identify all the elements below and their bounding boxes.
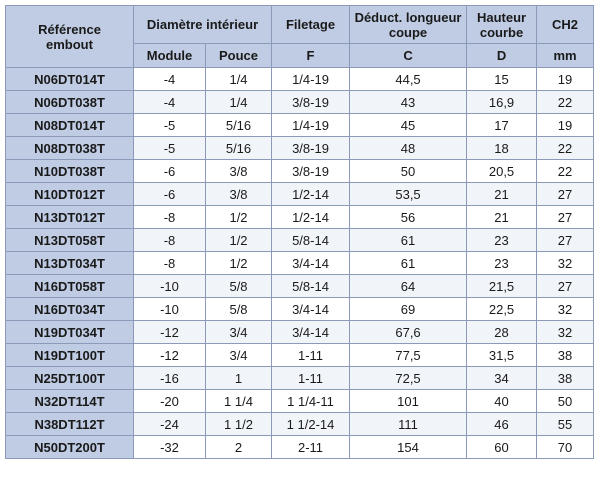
column-header-ch2: CH2 bbox=[537, 6, 594, 44]
cell-bend-height: 21 bbox=[467, 206, 537, 229]
cell-ch2: 22 bbox=[537, 160, 594, 183]
cell-bend-height: 40 bbox=[467, 390, 537, 413]
cell-bend-height: 17 bbox=[467, 114, 537, 137]
cell-thread: 1-11 bbox=[272, 344, 350, 367]
table-row bbox=[6, 160, 594, 183]
column-header-cut-length-unit: C bbox=[350, 44, 467, 68]
cell-module: -12 bbox=[134, 321, 206, 344]
cell-bend-height: 18 bbox=[467, 137, 537, 160]
cell-ch2: 32 bbox=[537, 252, 594, 275]
column-header-thread: Filetage bbox=[272, 6, 350, 44]
cell-module: -5 bbox=[134, 137, 206, 160]
cell-thread: 1-11 bbox=[272, 367, 350, 390]
cell-reference: N08DT038T bbox=[6, 137, 134, 160]
cell-ch2: 19 bbox=[537, 114, 594, 137]
cell-reference: N16DT034T bbox=[6, 298, 134, 321]
cell-reference: N19DT100T bbox=[6, 344, 134, 367]
cell-module: -16 bbox=[134, 367, 206, 390]
table-row bbox=[6, 344, 594, 367]
cell-inch: 1/4 bbox=[206, 91, 272, 114]
cell-bend-height: 23 bbox=[467, 229, 537, 252]
cell-reference: N38DT112T bbox=[6, 413, 134, 436]
cell-cut-length: 64 bbox=[350, 275, 467, 298]
cell-thread: 1/2-14 bbox=[272, 183, 350, 206]
cell-cut-length: 154 bbox=[350, 436, 467, 459]
cell-thread: 1 1/2-14 bbox=[272, 413, 350, 436]
table-row bbox=[6, 206, 594, 229]
cell-ch2: 22 bbox=[537, 137, 594, 160]
table-row bbox=[6, 114, 594, 137]
cell-ch2: 27 bbox=[537, 275, 594, 298]
cell-ch2: 38 bbox=[537, 344, 594, 367]
cell-bend-height: 22,5 bbox=[467, 298, 537, 321]
column-header-bend-height-unit: D bbox=[467, 44, 537, 68]
cell-cut-length: 67,6 bbox=[350, 321, 467, 344]
cell-ch2: 22 bbox=[537, 91, 594, 114]
cell-cut-length: 56 bbox=[350, 206, 467, 229]
table-body bbox=[6, 68, 594, 459]
cell-inch: 1 1/4 bbox=[206, 390, 272, 413]
column-header-bend-height: Hauteur courbe bbox=[467, 6, 537, 44]
cell-thread: 3/4-14 bbox=[272, 298, 350, 321]
cell-ch2: 32 bbox=[537, 298, 594, 321]
cell-ch2: 32 bbox=[537, 321, 594, 344]
cell-reference: N32DT114T bbox=[6, 390, 134, 413]
cell-inch: 1/2 bbox=[206, 229, 272, 252]
cell-ch2: 27 bbox=[537, 229, 594, 252]
cell-cut-length: 48 bbox=[350, 137, 467, 160]
cell-ch2: 38 bbox=[537, 367, 594, 390]
cell-bend-height: 60 bbox=[467, 436, 537, 459]
cell-thread: 2-11 bbox=[272, 436, 350, 459]
table-row bbox=[6, 68, 594, 91]
table-row bbox=[6, 137, 594, 160]
column-header-inner-diameter: Diamètre intérieur bbox=[134, 6, 272, 44]
table-row bbox=[6, 91, 594, 114]
cell-module: -4 bbox=[134, 91, 206, 114]
cell-inch: 1/2 bbox=[206, 252, 272, 275]
cell-module: -6 bbox=[134, 160, 206, 183]
table-row bbox=[6, 229, 594, 252]
cell-cut-length: 44,5 bbox=[350, 68, 467, 91]
cell-reference: N08DT014T bbox=[6, 114, 134, 137]
table-row bbox=[6, 298, 594, 321]
cell-bend-height: 16,9 bbox=[467, 91, 537, 114]
cell-bend-height: 34 bbox=[467, 367, 537, 390]
cell-ch2: 55 bbox=[537, 413, 594, 436]
cell-thread: 1/4-19 bbox=[272, 114, 350, 137]
cell-ch2: 27 bbox=[537, 206, 594, 229]
table-row bbox=[6, 436, 594, 459]
cell-thread: 3/8-19 bbox=[272, 91, 350, 114]
spec-table-container bbox=[5, 5, 594, 459]
cell-thread: 1 1/4-11 bbox=[272, 390, 350, 413]
cell-inch: 1/2 bbox=[206, 206, 272, 229]
cell-reference: N19DT034T bbox=[6, 321, 134, 344]
cell-bend-height: 23 bbox=[467, 252, 537, 275]
cell-thread: 3/4-14 bbox=[272, 252, 350, 275]
table-row bbox=[6, 390, 594, 413]
cell-reference: N16DT058T bbox=[6, 275, 134, 298]
cell-module: -10 bbox=[134, 298, 206, 321]
cell-module: -8 bbox=[134, 229, 206, 252]
cell-module: -8 bbox=[134, 206, 206, 229]
cell-cut-length: 69 bbox=[350, 298, 467, 321]
cell-thread: 1/2-14 bbox=[272, 206, 350, 229]
column-header-module: Module bbox=[134, 44, 206, 68]
cell-inch: 3/8 bbox=[206, 183, 272, 206]
cell-ch2: 50 bbox=[537, 390, 594, 413]
hose-fitting-spec-table bbox=[5, 5, 594, 459]
cell-inch: 1/4 bbox=[206, 68, 272, 91]
cell-module: -32 bbox=[134, 436, 206, 459]
cell-thread: 3/8-19 bbox=[272, 160, 350, 183]
table-row bbox=[6, 275, 594, 298]
table-row bbox=[6, 321, 594, 344]
cell-reference: N13DT058T bbox=[6, 229, 134, 252]
cell-cut-length: 77,5 bbox=[350, 344, 467, 367]
cell-module: -6 bbox=[134, 183, 206, 206]
cell-cut-length: 53,5 bbox=[350, 183, 467, 206]
cell-ch2: 27 bbox=[537, 183, 594, 206]
cell-bend-height: 46 bbox=[467, 413, 537, 436]
cell-ch2: 70 bbox=[537, 436, 594, 459]
cell-cut-length: 61 bbox=[350, 229, 467, 252]
table-row bbox=[6, 183, 594, 206]
cell-cut-length: 111 bbox=[350, 413, 467, 436]
cell-thread: 3/8-19 bbox=[272, 137, 350, 160]
table-row bbox=[6, 367, 594, 390]
cell-thread: 5/8-14 bbox=[272, 229, 350, 252]
cell-module: -10 bbox=[134, 275, 206, 298]
cell-cut-length: 50 bbox=[350, 160, 467, 183]
cell-thread: 1/4-19 bbox=[272, 68, 350, 91]
column-header-ch2-unit: mm bbox=[537, 44, 594, 68]
cell-bend-height: 15 bbox=[467, 68, 537, 91]
cell-module: -4 bbox=[134, 68, 206, 91]
cell-bend-height: 20,5 bbox=[467, 160, 537, 183]
column-header-cut-length: Déduct. longueur coupe bbox=[350, 6, 467, 44]
cell-reference: N13DT034T bbox=[6, 252, 134, 275]
cell-cut-length: 61 bbox=[350, 252, 467, 275]
cell-inch: 1 1/2 bbox=[206, 413, 272, 436]
cell-thread: 5/8-14 bbox=[272, 275, 350, 298]
cell-module: -8 bbox=[134, 252, 206, 275]
cell-inch: 3/4 bbox=[206, 321, 272, 344]
column-header-inch: Pouce bbox=[206, 44, 272, 68]
cell-ch2: 19 bbox=[537, 68, 594, 91]
cell-cut-length: 43 bbox=[350, 91, 467, 114]
column-header-thread-unit: F bbox=[272, 44, 350, 68]
cell-reference: N10DT012T bbox=[6, 183, 134, 206]
cell-bend-height: 31,5 bbox=[467, 344, 537, 367]
cell-inch: 3/8 bbox=[206, 160, 272, 183]
cell-module: -12 bbox=[134, 344, 206, 367]
column-header-reference: Référence embout bbox=[6, 6, 134, 68]
cell-bend-height: 21,5 bbox=[467, 275, 537, 298]
cell-cut-length: 72,5 bbox=[350, 367, 467, 390]
cell-module: -24 bbox=[134, 413, 206, 436]
cell-reference: N06DT014T bbox=[6, 68, 134, 91]
cell-reference: N10DT038T bbox=[6, 160, 134, 183]
cell-inch: 5/16 bbox=[206, 114, 272, 137]
cell-reference: N25DT100T bbox=[6, 367, 134, 390]
table-row bbox=[6, 252, 594, 275]
cell-inch: 1 bbox=[206, 367, 272, 390]
cell-inch: 5/16 bbox=[206, 137, 272, 160]
cell-reference: N13DT012T bbox=[6, 206, 134, 229]
cell-module: -5 bbox=[134, 114, 206, 137]
cell-inch: 5/8 bbox=[206, 298, 272, 321]
cell-reference: N50DT200T bbox=[6, 436, 134, 459]
cell-inch: 3/4 bbox=[206, 344, 272, 367]
cell-module: -20 bbox=[134, 390, 206, 413]
cell-reference: N06DT038T bbox=[6, 91, 134, 114]
cell-inch: 5/8 bbox=[206, 275, 272, 298]
header-row-main bbox=[6, 6, 594, 44]
cell-bend-height: 21 bbox=[467, 183, 537, 206]
cell-bend-height: 28 bbox=[467, 321, 537, 344]
cell-thread: 3/4-14 bbox=[272, 321, 350, 344]
cell-inch: 2 bbox=[206, 436, 272, 459]
cell-cut-length: 101 bbox=[350, 390, 467, 413]
cell-cut-length: 45 bbox=[350, 114, 467, 137]
table-row bbox=[6, 413, 594, 436]
